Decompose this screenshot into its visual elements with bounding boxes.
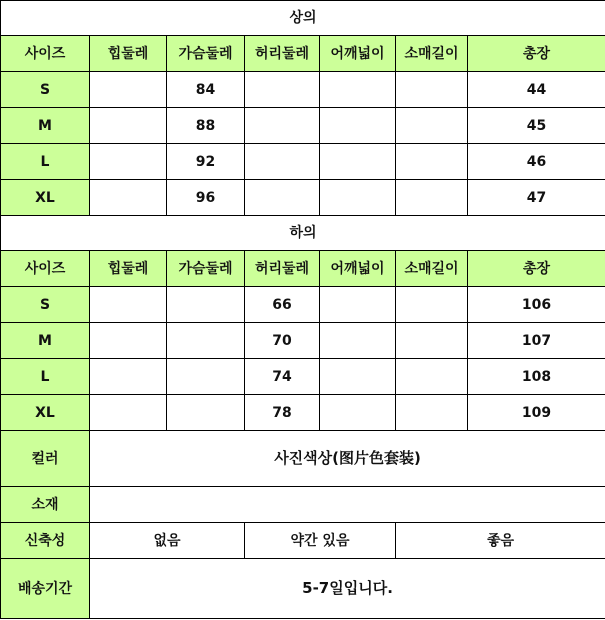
top-header-size: 사이즈	[1, 36, 90, 72]
bottom-header-length: 총장	[468, 251, 605, 287]
top-chest-cell: 96	[167, 180, 245, 216]
stretch-option-none: 없음	[90, 523, 245, 559]
table-row	[1, 395, 605, 431]
bottom-hip-cell	[90, 359, 167, 395]
top-waist-cell	[245, 144, 320, 180]
top-chest-cell: 88	[167, 108, 245, 144]
bottom-header-sleeve: 소매길이	[396, 251, 468, 287]
top-hip-cell	[90, 108, 167, 144]
top-hip-cell	[90, 72, 167, 108]
stretch-option-good: 좋음	[396, 523, 605, 559]
bottom-shoulder-cell	[320, 287, 396, 323]
bottom-chest-cell	[167, 323, 245, 359]
table-row	[1, 287, 605, 323]
top-hip-cell	[90, 180, 167, 216]
stretch-option-slight: 약간 있음	[245, 523, 396, 559]
bottom-length-cell: 107	[468, 323, 605, 359]
top-chest-cell: 84	[167, 72, 245, 108]
bottom-size-cell: L	[1, 359, 90, 395]
top-section-title-row	[1, 1, 605, 36]
bottom-header-hip: 힙둘레	[90, 251, 167, 287]
top-header-waist: 허리둘레	[245, 36, 320, 72]
table-row	[1, 359, 605, 395]
bottom-length-cell: 108	[468, 359, 605, 395]
top-shoulder-cell	[320, 72, 396, 108]
top-shoulder-cell	[320, 144, 396, 180]
material-value	[90, 487, 605, 523]
bottom-header-row	[1, 251, 605, 287]
bottom-length-cell: 109	[468, 395, 605, 431]
top-size-cell: L	[1, 144, 90, 180]
top-length-cell: 45	[468, 108, 605, 144]
bottom-sleeve-cell	[396, 287, 468, 323]
stretch-label: 신축성	[1, 523, 90, 559]
top-header-sleeve: 소매길이	[396, 36, 468, 72]
top-size-cell: XL	[1, 180, 90, 216]
stretch-row	[1, 523, 605, 559]
bottom-sleeve-cell	[396, 395, 468, 431]
bottom-chest-cell	[167, 359, 245, 395]
top-size-cell: M	[1, 108, 90, 144]
top-shoulder-cell	[320, 108, 396, 144]
table-row	[1, 323, 605, 359]
top-sleeve-cell	[396, 72, 468, 108]
bottom-size-cell: XL	[1, 395, 90, 431]
bottom-header-waist: 허리둘레	[245, 251, 320, 287]
top-length-cell: 46	[468, 144, 605, 180]
bottom-hip-cell	[90, 395, 167, 431]
color-label: 컬러	[1, 431, 90, 487]
bottom-hip-cell	[90, 323, 167, 359]
color-row	[1, 431, 605, 487]
shipping-value: 5-7일입니다.	[90, 559, 605, 619]
top-sleeve-cell	[396, 144, 468, 180]
bottom-section-title: 하의	[1, 216, 605, 251]
material-row	[1, 487, 605, 523]
top-size-cell: S	[1, 72, 90, 108]
bottom-hip-cell	[90, 287, 167, 323]
bottom-chest-cell	[167, 395, 245, 431]
bottom-waist-cell: 70	[245, 323, 320, 359]
top-length-cell: 44	[468, 72, 605, 108]
table-row	[1, 72, 605, 108]
bottom-header-size: 사이즈	[1, 251, 90, 287]
bottom-waist-cell: 66	[245, 287, 320, 323]
bottom-length-cell: 106	[468, 287, 605, 323]
bottom-sleeve-cell	[396, 359, 468, 395]
bottom-header-chest: 가슴둘레	[167, 251, 245, 287]
top-length-cell: 47	[468, 180, 605, 216]
bottom-header-shoulder: 어깨넓이	[320, 251, 396, 287]
bottom-shoulder-cell	[320, 359, 396, 395]
bottom-size-cell: S	[1, 287, 90, 323]
bottom-size-cell: M	[1, 323, 90, 359]
top-header-row	[1, 36, 605, 72]
bottom-waist-cell: 78	[245, 395, 320, 431]
shipping-row	[1, 559, 605, 619]
top-header-length: 총장	[468, 36, 605, 72]
top-waist-cell	[245, 72, 320, 108]
top-waist-cell	[245, 180, 320, 216]
bottom-section-title-row	[1, 216, 605, 251]
top-section-title: 상의	[1, 1, 605, 36]
top-sleeve-cell	[396, 180, 468, 216]
bottom-sleeve-cell	[396, 323, 468, 359]
material-label: 소재	[1, 487, 90, 523]
table-row	[1, 144, 605, 180]
top-header-hip: 힙둘레	[90, 36, 167, 72]
table-row	[1, 180, 605, 216]
bottom-waist-cell: 74	[245, 359, 320, 395]
top-shoulder-cell	[320, 180, 396, 216]
top-header-chest: 가슴둘레	[167, 36, 245, 72]
bottom-shoulder-cell	[320, 323, 396, 359]
top-sleeve-cell	[396, 108, 468, 144]
top-chest-cell: 92	[167, 144, 245, 180]
top-waist-cell	[245, 108, 320, 144]
top-header-shoulder: 어깨넓이	[320, 36, 396, 72]
shipping-label: 배송기간	[1, 559, 90, 619]
bottom-shoulder-cell	[320, 395, 396, 431]
table-row	[1, 108, 605, 144]
top-hip-cell	[90, 144, 167, 180]
bottom-chest-cell	[167, 287, 245, 323]
color-value: 사진색상(图片色套装)	[90, 431, 605, 487]
